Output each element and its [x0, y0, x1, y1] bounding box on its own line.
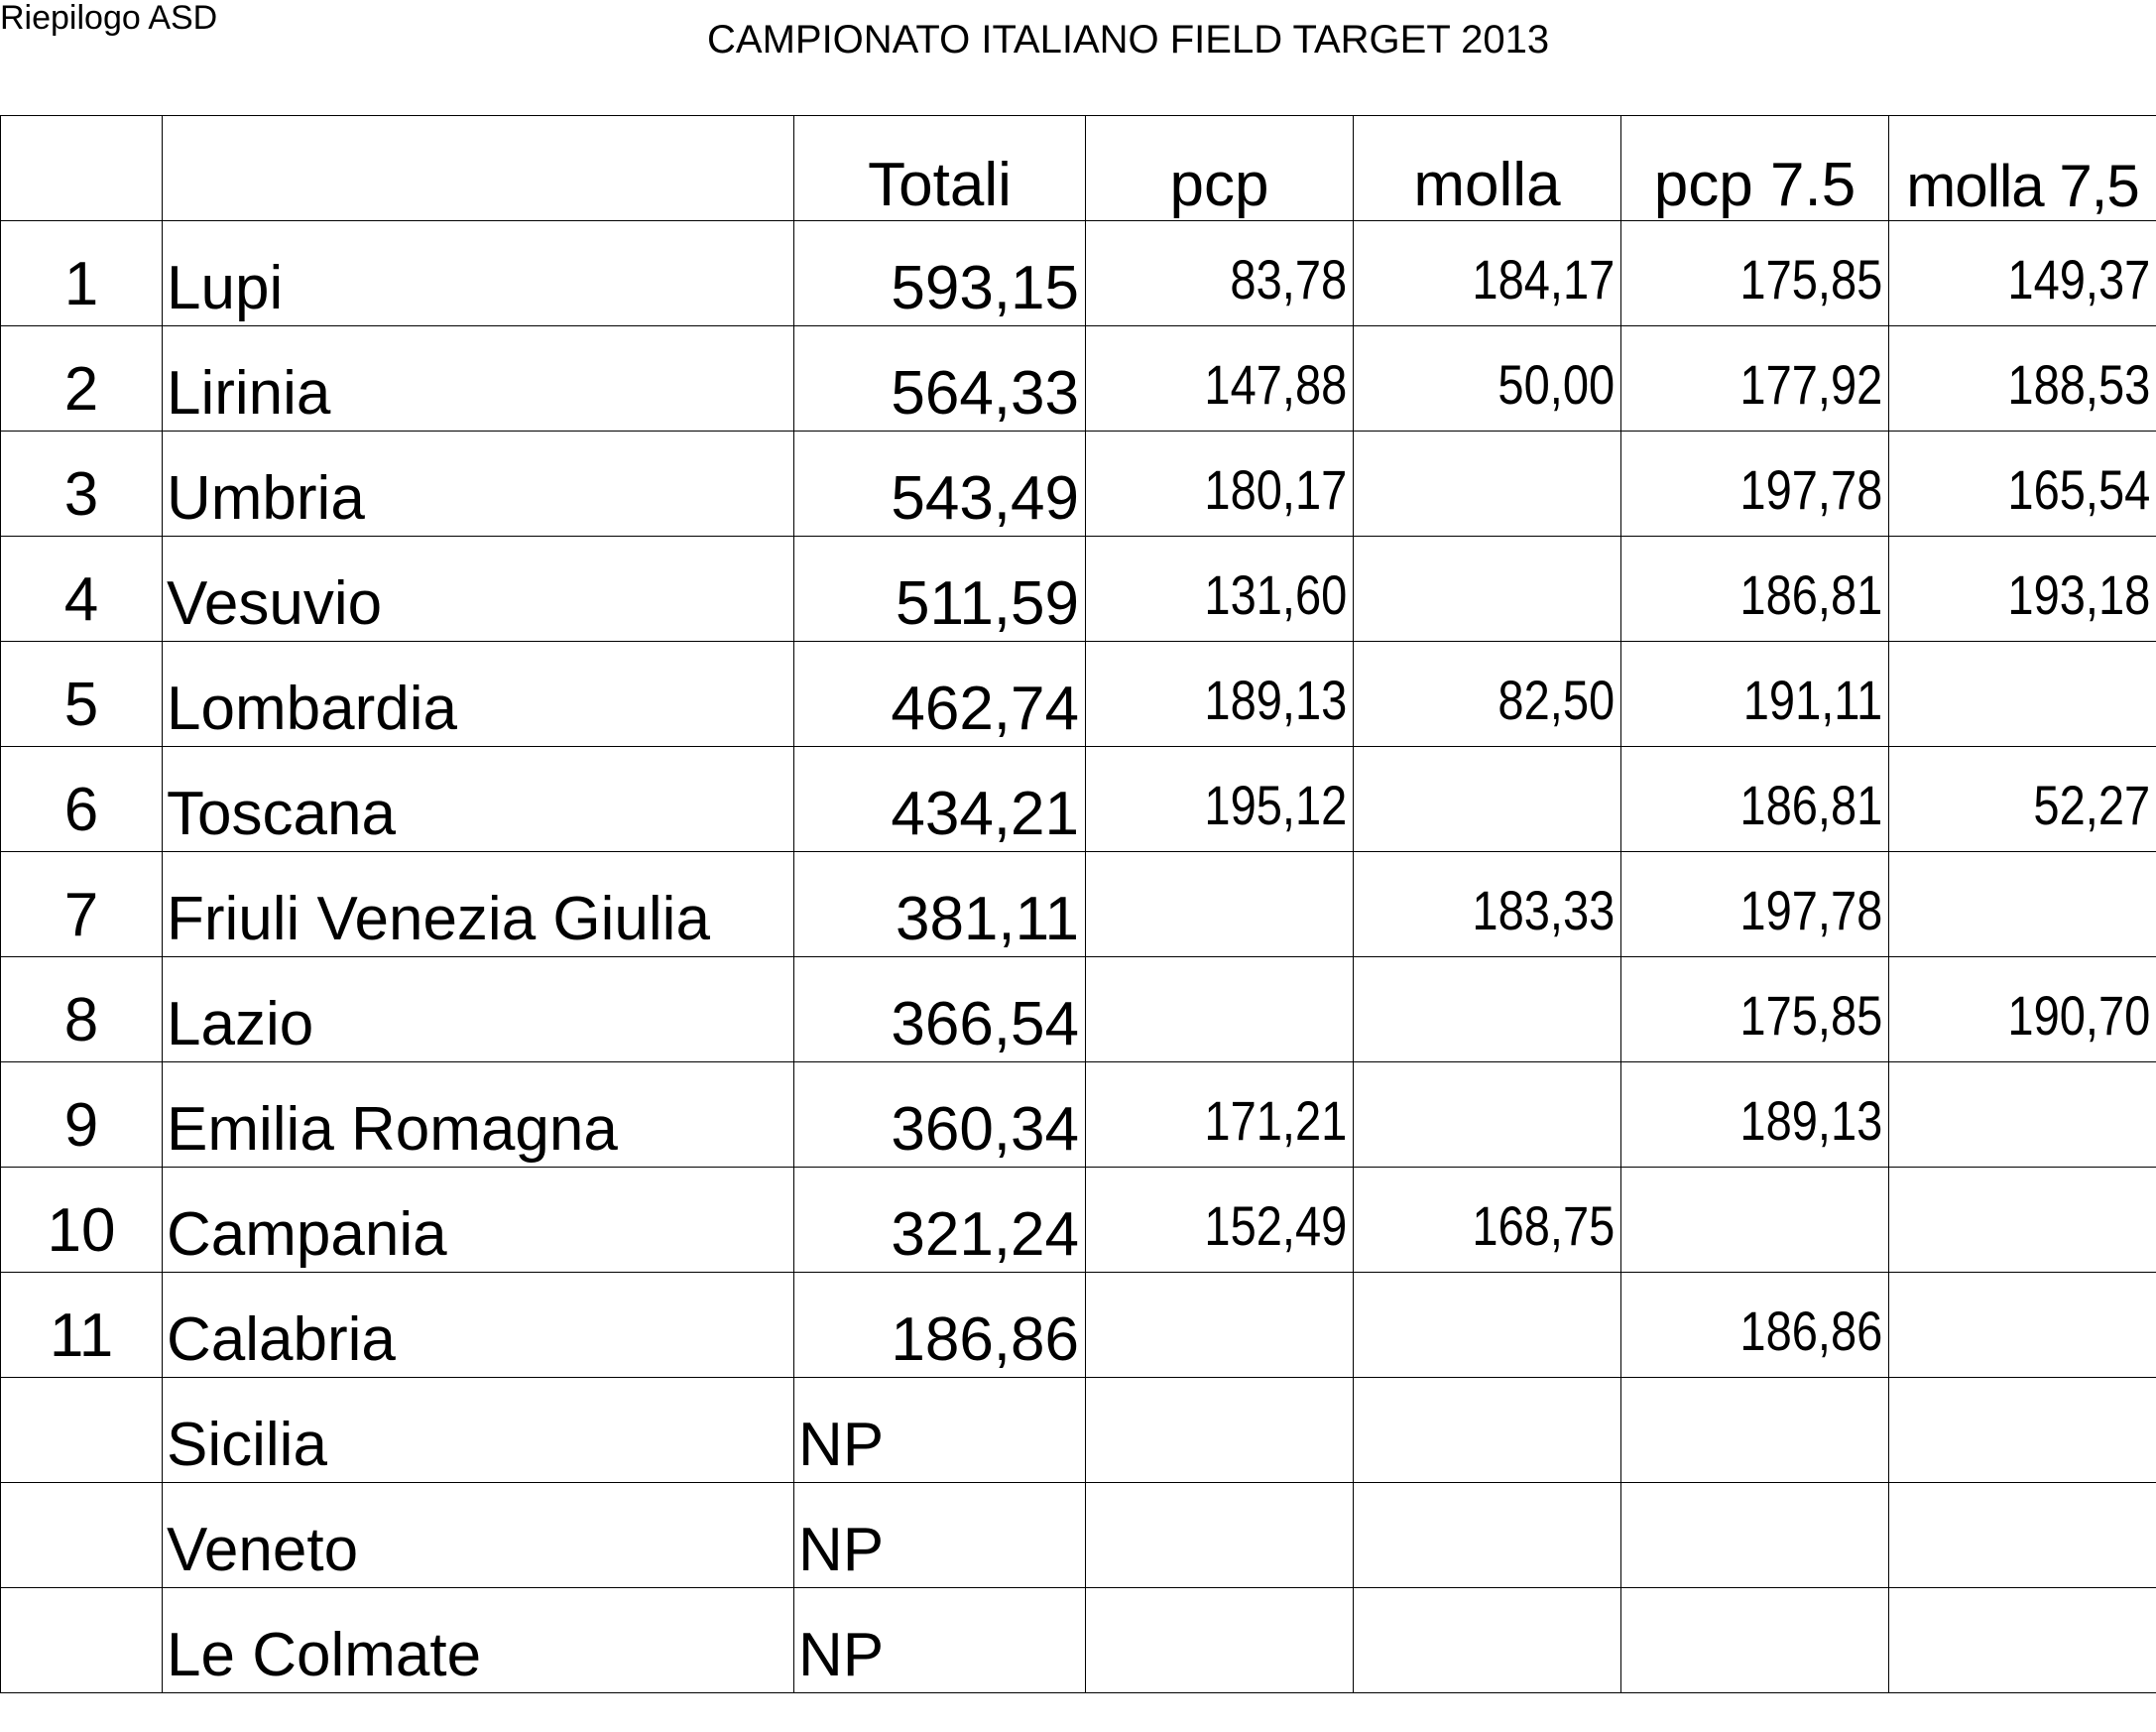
pcp-cell-value: 180,17	[1204, 458, 1347, 521]
team-cell: Lazio	[163, 957, 794, 1062]
table-row	[1, 1588, 2156, 1693]
table-row	[1, 221, 2156, 326]
team-cell: Lombardia	[163, 642, 794, 747]
team-cell: Umbria	[163, 432, 794, 537]
molla-cell-value: 168,75	[1472, 1194, 1615, 1257]
pcp-7-5-cell-value: 177,92	[1739, 353, 1882, 416]
table-row	[1, 642, 2156, 747]
header-rank	[1, 116, 163, 221]
rank-cell: 11	[1, 1273, 163, 1378]
molla-7-5-cell	[1889, 957, 2156, 1062]
table-row	[1, 1062, 2156, 1168]
table-row	[1, 1378, 2156, 1483]
rank-cell: 7	[1, 852, 163, 957]
team-cell: Calabria	[163, 1273, 794, 1378]
pcp-cell	[1086, 326, 1354, 432]
table-row	[1, 432, 2156, 537]
pcp-cell	[1086, 1378, 1354, 1483]
pcp-7-5-cell	[1621, 642, 1889, 747]
rank-cell	[1, 1483, 163, 1588]
pcp-7-5-cell-value: 197,78	[1739, 458, 1882, 521]
pcp-cell-value: 131,60	[1204, 563, 1347, 626]
total-cell: 360,34	[794, 1062, 1086, 1168]
team-cell: Friuli Venezia Giulia	[163, 852, 794, 957]
total-cell: 321,24	[794, 1168, 1086, 1273]
total-cell: 593,15	[794, 221, 1086, 326]
molla-cell	[1354, 1588, 1621, 1693]
table-row	[1, 537, 2156, 642]
corner-label: Riepilogo ASD	[0, 0, 218, 37]
molla-7-5-cell	[1889, 852, 2156, 957]
molla-cell	[1354, 852, 1621, 957]
table-row	[1, 326, 2156, 432]
pcp-cell	[1086, 1483, 1354, 1588]
total-cell: NP	[794, 1588, 1086, 1693]
molla-cell-value: 82,50	[1497, 669, 1615, 731]
table-row	[1, 747, 2156, 852]
team-cell: Campania	[163, 1168, 794, 1273]
molla-cell-value: 184,17	[1472, 248, 1615, 310]
molla-7-5-cell	[1889, 326, 2156, 432]
rank-cell: 9	[1, 1062, 163, 1168]
header-pcp: pcp	[1086, 116, 1354, 221]
table-row	[1, 852, 2156, 957]
total-cell: 186,86	[794, 1273, 1086, 1378]
pcp-7-5-cell-value: 197,78	[1739, 879, 1882, 941]
team-cell: Sicilia	[163, 1378, 794, 1483]
rank-cell: 6	[1, 747, 163, 852]
total-cell: 434,21	[794, 747, 1086, 852]
pcp-cell-value: 147,88	[1204, 353, 1347, 416]
molla-cell	[1354, 1273, 1621, 1378]
molla-cell	[1354, 537, 1621, 642]
pcp-cell	[1086, 1273, 1354, 1378]
molla-7-5-cell	[1889, 642, 2156, 747]
pcp-7-5-cell-value: 186,86	[1739, 1299, 1882, 1362]
pcp-cell	[1086, 537, 1354, 642]
molla-7-5-cell-value: 149,37	[2007, 248, 2150, 310]
molla-7-5-cell-value: 52,27	[2033, 774, 2150, 836]
pcp-7-5-cell	[1621, 747, 1889, 852]
molla-7-5-cell	[1889, 1378, 2156, 1483]
molla-cell	[1354, 432, 1621, 537]
molla-7-5-cell	[1889, 432, 2156, 537]
header-row	[1, 116, 2156, 221]
pcp-cell-value: 195,12	[1204, 774, 1347, 836]
pcp-7-5-cell	[1621, 1062, 1889, 1168]
total-cell: NP	[794, 1483, 1086, 1588]
rank-cell	[1, 1588, 163, 1693]
pcp-7-5-cell-value: 175,85	[1739, 984, 1882, 1047]
molla-cell	[1354, 642, 1621, 747]
molla-7-5-cell-value: 193,18	[2007, 563, 2150, 626]
team-cell: Toscana	[163, 747, 794, 852]
molla-cell-value: 183,33	[1472, 879, 1615, 941]
pcp-cell	[1086, 1588, 1354, 1693]
table-row	[1, 957, 2156, 1062]
team-cell: Veneto	[163, 1483, 794, 1588]
molla-cell	[1354, 747, 1621, 852]
header-molla-7-5: molla 7,5	[1889, 116, 2156, 221]
pcp-7-5-cell-value: 186,81	[1739, 774, 1882, 836]
molla-7-5-cell	[1889, 1168, 2156, 1273]
team-cell: Vesuvio	[163, 537, 794, 642]
table-row	[1, 1483, 2156, 1588]
molla-cell	[1354, 1483, 1621, 1588]
header-molla: molla	[1354, 116, 1621, 221]
molla-7-5-cell-value: 188,53	[2007, 353, 2150, 416]
pcp-cell	[1086, 1062, 1354, 1168]
header-team	[163, 116, 794, 221]
team-cell: Emilia Romagna	[163, 1062, 794, 1168]
pcp-7-5-cell	[1621, 1588, 1889, 1693]
pcp-7-5-cell	[1621, 1273, 1889, 1378]
rank-cell: 1	[1, 221, 163, 326]
table-row	[1, 1168, 2156, 1273]
molla-cell	[1354, 221, 1621, 326]
pcp-7-5-cell	[1621, 221, 1889, 326]
team-cell: Lupi	[163, 221, 794, 326]
pcp-7-5-cell	[1621, 957, 1889, 1062]
molla-cell-value: 50,00	[1497, 353, 1615, 416]
pcp-7-5-cell	[1621, 432, 1889, 537]
total-cell: 381,11	[794, 852, 1086, 957]
results-table	[0, 115, 2156, 1693]
rank-cell: 8	[1, 957, 163, 1062]
table-row	[1, 1273, 2156, 1378]
pcp-cell	[1086, 957, 1354, 1062]
molla-7-5-cell	[1889, 747, 2156, 852]
pcp-cell	[1086, 852, 1354, 957]
molla-cell	[1354, 1062, 1621, 1168]
pcp-7-5-cell	[1621, 326, 1889, 432]
total-cell: 511,59	[794, 537, 1086, 642]
molla-cell	[1354, 1378, 1621, 1483]
total-cell: 462,74	[794, 642, 1086, 747]
rank-cell: 10	[1, 1168, 163, 1273]
team-cell: Le Colmate	[163, 1588, 794, 1693]
molla-cell	[1354, 326, 1621, 432]
pcp-7-5-cell-value: 191,11	[1742, 669, 1882, 731]
pcp-7-5-cell-value: 186,81	[1739, 563, 1882, 626]
pcp-cell	[1086, 747, 1354, 852]
pcp-7-5-cell	[1621, 537, 1889, 642]
rank-cell: 2	[1, 326, 163, 432]
pcp-cell	[1086, 642, 1354, 747]
molla-7-5-cell	[1889, 1588, 2156, 1693]
pcp-cell-value: 189,13	[1204, 669, 1347, 731]
molla-7-5-cell	[1889, 1273, 2156, 1378]
pcp-cell	[1086, 1168, 1354, 1273]
total-cell: 564,33	[794, 326, 1086, 432]
rank-cell: 3	[1, 432, 163, 537]
pcp-cell-value: 152,49	[1204, 1194, 1347, 1257]
molla-7-5-cell-value: 165,54	[2007, 458, 2150, 521]
pcp-cell-value: 83,78	[1230, 248, 1347, 310]
pcp-7-5-cell	[1621, 1483, 1889, 1588]
pcp-7-5-cell-value: 189,13	[1739, 1089, 1882, 1152]
pcp-cell	[1086, 221, 1354, 326]
rank-cell: 4	[1, 537, 163, 642]
molla-cell	[1354, 957, 1621, 1062]
team-cell: Lirinia	[163, 326, 794, 432]
pcp-7-5-cell	[1621, 1378, 1889, 1483]
molla-7-5-cell	[1889, 1062, 2156, 1168]
page-title: CAMPIONATO ITALIANO FIELD TARGET 2013	[707, 18, 1550, 62]
molla-7-5-cell	[1889, 221, 2156, 326]
rank-cell	[1, 1378, 163, 1483]
molla-cell	[1354, 1168, 1621, 1273]
pcp-cell	[1086, 432, 1354, 537]
header-totali: Totali	[794, 116, 1086, 221]
molla-7-5-cell-value: 190,70	[2007, 984, 2150, 1047]
molla-7-5-cell	[1889, 1483, 2156, 1588]
rank-cell: 5	[1, 642, 163, 747]
total-cell: NP	[794, 1378, 1086, 1483]
pcp-7-5-cell	[1621, 852, 1889, 957]
pcp-7-5-cell-value: 175,85	[1739, 248, 1882, 310]
pcp-7-5-cell	[1621, 1168, 1889, 1273]
header-pcp-7-5: pcp 7.5	[1621, 116, 1889, 221]
molla-7-5-cell	[1889, 537, 2156, 642]
pcp-cell-value: 171,21	[1204, 1089, 1347, 1152]
total-cell: 366,54	[794, 957, 1086, 1062]
total-cell: 543,49	[794, 432, 1086, 537]
